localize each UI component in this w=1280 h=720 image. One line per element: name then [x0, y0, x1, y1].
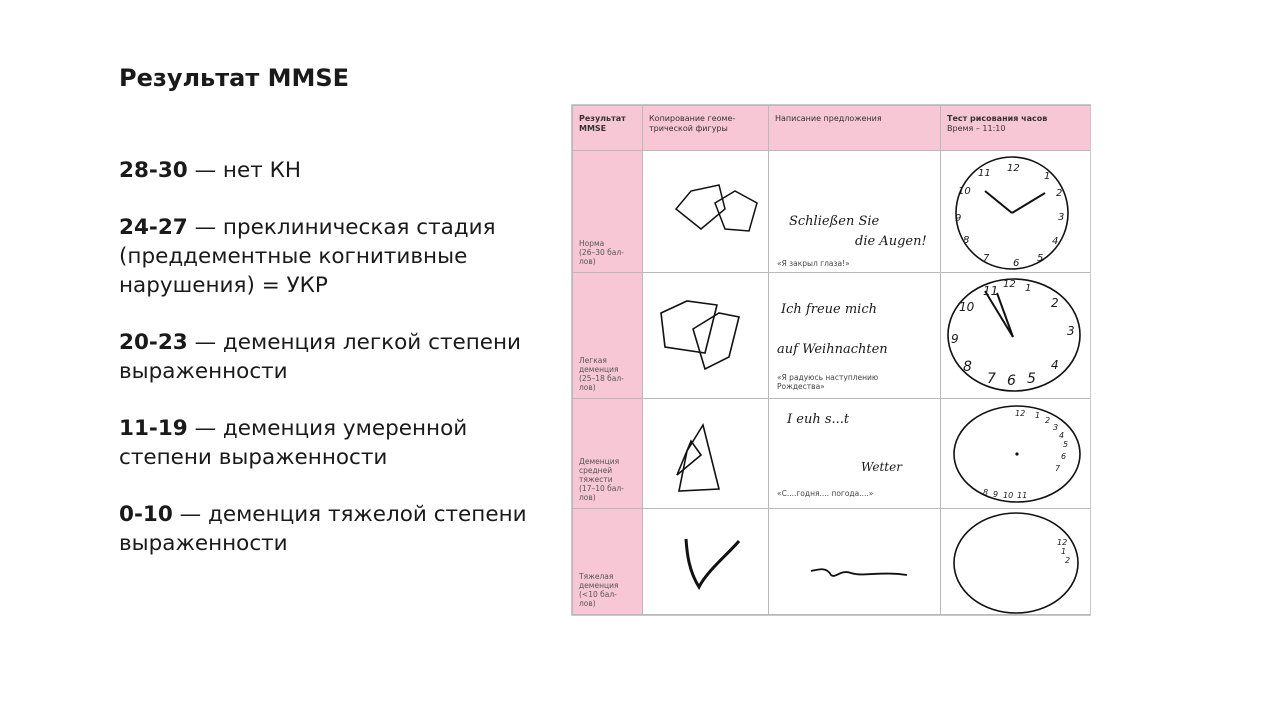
sentence-cell	[769, 509, 941, 615]
mmse-drawing-table	[572, 105, 1091, 615]
score-level-item	[119, 328, 539, 386]
clock-numeral: 2	[1065, 556, 1071, 565]
score-description: — деменция умеренной степени выраженности	[119, 416, 468, 470]
score-range: 28-30	[119, 158, 188, 183]
score-level-item	[119, 156, 539, 185]
clock-numeral: 8	[963, 235, 970, 246]
translation-caption: «С....годня.... погода....»	[777, 489, 874, 498]
pentagons-moderate-image	[643, 399, 769, 509]
score-level-item	[119, 213, 539, 300]
handwritten-line: Wetter	[861, 460, 902, 474]
table-row	[573, 399, 1091, 509]
clock-numeral: 5	[1063, 440, 1069, 449]
clock-numeral: 1	[1035, 411, 1041, 420]
clock-numeral: 12	[1007, 163, 1020, 174]
translation-caption: «Я закрыл глаза!»	[777, 259, 850, 268]
clock-numeral: 11	[983, 284, 999, 298]
score-range: 11-19	[119, 416, 188, 441]
row-label-moderate: Деменция средней тяжести (17–10 бал- лов)	[573, 399, 643, 509]
score-description: — преклиническая стадия (преддементные когнитивные нарушения) = УКР	[119, 215, 496, 298]
score-level-item	[119, 500, 539, 558]
clock-moderate-image	[941, 399, 1091, 509]
table-row	[573, 273, 1091, 399]
clock-numeral: 4	[1059, 431, 1065, 440]
handwritten-line: Schließen Sie	[789, 214, 880, 229]
pentagons-drawing	[643, 151, 769, 273]
header-clock-test: Тест рисования часов Время – 11:10	[941, 106, 1091, 151]
handwritten-line: auf Weihnachten	[777, 342, 888, 357]
clock-numeral: 2	[1056, 188, 1063, 199]
clock-numeral: 2	[1051, 296, 1059, 310]
score-range: 24-27	[119, 215, 188, 240]
score-level-item	[119, 414, 539, 472]
clock-numeral: 6	[1061, 452, 1067, 461]
scribble-severe-image	[769, 509, 941, 616]
sentence-cell	[769, 273, 941, 399]
clock-drawing	[941, 151, 1091, 273]
clock-mild-image	[941, 273, 1091, 399]
clock-drawing	[941, 509, 1091, 615]
clock-severe-image	[941, 509, 1091, 616]
clock-normal-image	[941, 151, 1091, 273]
clock-numeral: 3	[1067, 324, 1075, 338]
header-sentence: Написание предложения	[769, 106, 941, 151]
pentagons-normal-image	[643, 151, 769, 273]
clock-numeral: 4	[1052, 236, 1059, 247]
clock-numeral: 11	[1017, 491, 1028, 500]
handwritten-line: Ich freue mich	[781, 302, 877, 317]
clock-drawing	[941, 399, 1091, 509]
clock-numeral: 5	[1037, 253, 1044, 264]
clock-numeral: 9	[993, 490, 999, 499]
clock-numeral: 12	[1057, 538, 1068, 547]
mmse-score-list	[119, 156, 539, 586]
clock-numeral: 9	[951, 332, 959, 346]
score-description: — деменция тяжелой степени выраженности	[119, 502, 527, 556]
clock-numeral: 7	[987, 371, 996, 387]
table-row	[573, 151, 1091, 273]
clock-numeral: 4	[1051, 358, 1059, 372]
pentagons-severe-image	[643, 509, 769, 616]
sentence-cell	[769, 399, 941, 509]
clock-numeral: 1	[1061, 547, 1067, 556]
slide-title: Результат MMSE	[119, 64, 350, 92]
clock-numeral: 12	[1015, 409, 1026, 418]
clock-numeral: 6	[1007, 373, 1016, 389]
pentagons-drawing	[643, 399, 769, 509]
clock-numeral: 6	[1013, 258, 1020, 269]
clock-numeral: 9	[955, 213, 962, 224]
clock-drawing	[941, 273, 1091, 399]
clock-numeral: 2	[1045, 416, 1051, 425]
translation-caption: «Я радуюсь наступлению Рождества»	[777, 373, 879, 391]
score-description: — нет КН	[187, 158, 302, 183]
table-header-row	[573, 106, 1091, 151]
mmse-drawing-table-figure	[571, 104, 1091, 616]
clock-numeral: 1	[1025, 283, 1032, 294]
row-label-normal: Норма (26–30 бал- лов)	[573, 151, 643, 273]
clock-numeral: 1	[1044, 171, 1051, 182]
clock-numeral: 7	[1055, 464, 1061, 473]
clock-numeral: 10	[959, 300, 975, 314]
clock-numeral: 7	[983, 253, 990, 264]
header-result: Результат MMSE	[573, 106, 643, 151]
clock-numeral: 8	[983, 488, 989, 497]
clock-numeral: 8	[963, 359, 972, 375]
row-label-severe: Тяжелая деменция (<10 бал- лов)	[573, 509, 643, 615]
clock-numeral: 10	[1003, 491, 1014, 500]
clock-numeral: 12	[1003, 279, 1016, 290]
score-range: 0-10	[119, 502, 173, 527]
clock-numeral: 11	[978, 168, 991, 179]
sentence-cell	[769, 151, 941, 273]
clock-numeral: 5	[1027, 371, 1036, 387]
clock-numeral: 3	[1058, 212, 1065, 223]
row-label-mild: Легкая деменция (25–18 бал- лов)	[573, 273, 643, 399]
header-copy-figure: Копирование геоме- трической фигуры	[643, 106, 769, 151]
pentagons-mild-image	[643, 273, 769, 399]
pentagons-drawing	[643, 509, 769, 615]
score-description: — деменция легкой степени выраженности	[119, 330, 522, 384]
handwritten-line: I euh s...t	[787, 412, 850, 427]
score-range: 20-23	[119, 330, 188, 355]
clock-numeral: 3	[1053, 423, 1059, 432]
pentagons-drawing	[643, 273, 769, 399]
clock-numeral: 10	[958, 186, 971, 197]
table-row	[573, 509, 1091, 615]
handwritten-line: die Augen!	[855, 234, 927, 249]
